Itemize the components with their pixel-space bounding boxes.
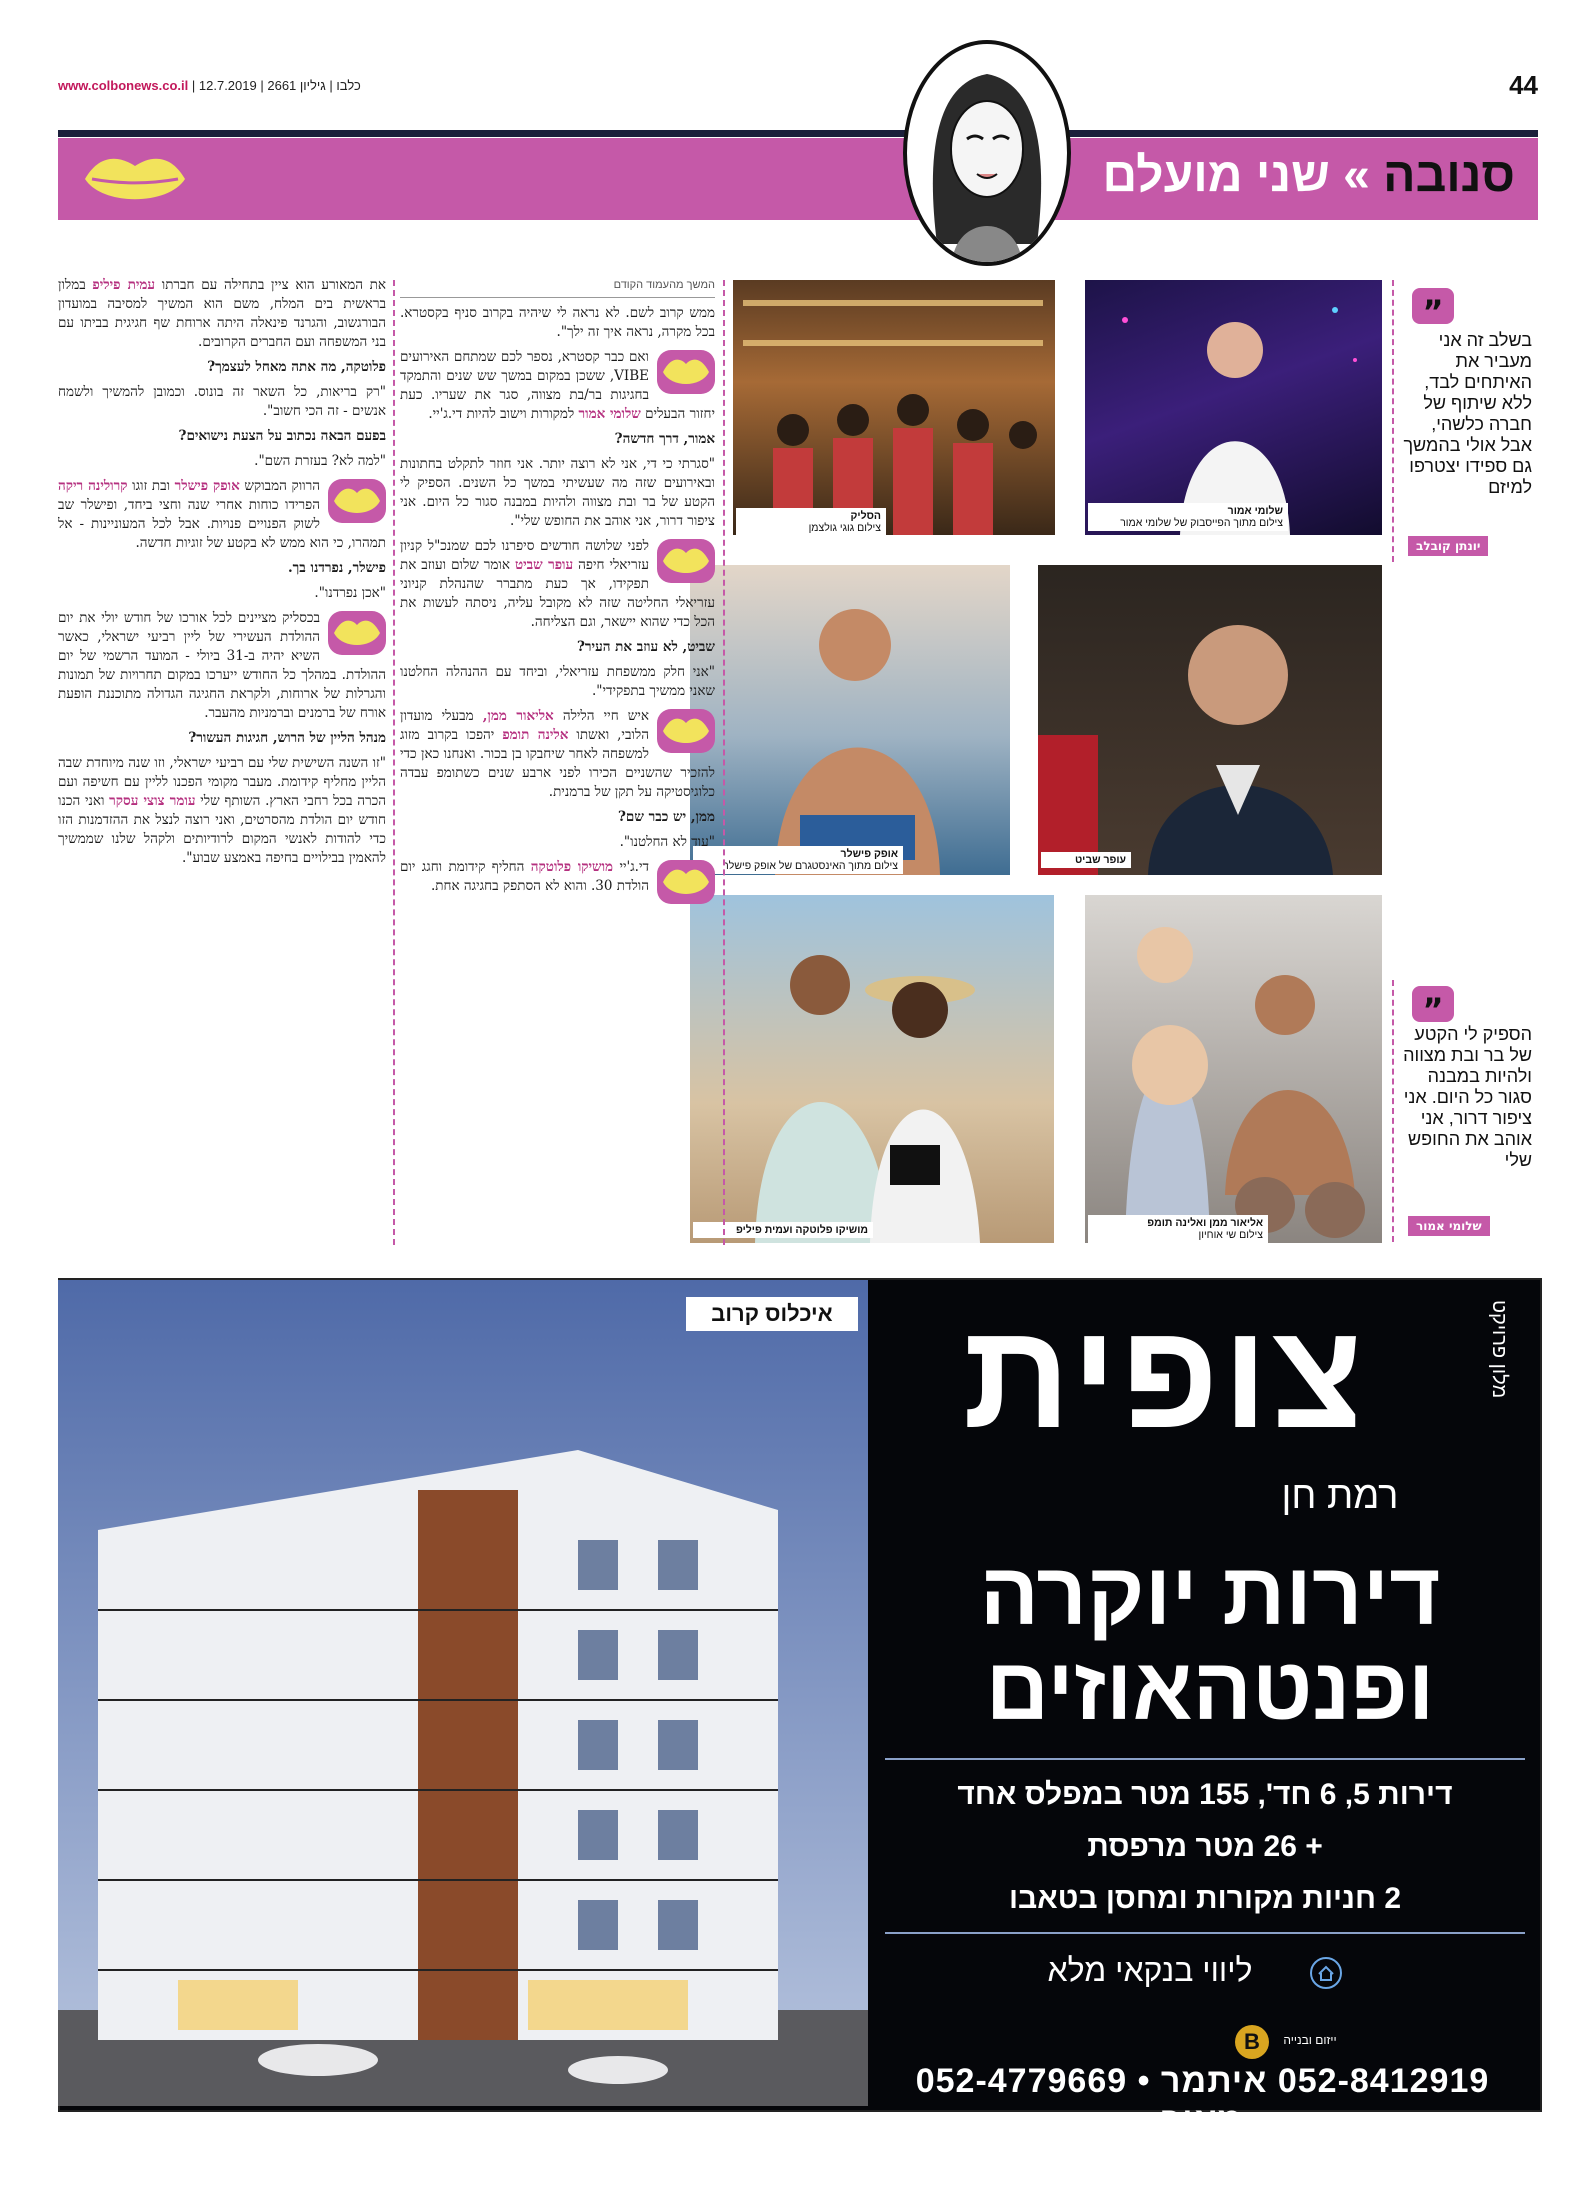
coming-soon-text: איכלוס קרוב <box>711 1301 833 1326</box>
couple-silhouette-icon <box>690 895 1054 1243</box>
person-name: עופר שביט <box>514 557 574 573</box>
paragraph: ובת זוגו <box>132 478 171 494</box>
person-silhouette-icon <box>1085 280 1382 535</box>
author-sketch-icon <box>907 44 1067 262</box>
person-silhouette-icon <box>1038 565 1382 875</box>
paragraph: את המאורע הוא ציין בתחילה עם חברתו <box>161 277 386 293</box>
quote-mark-icon: ” <box>1412 288 1454 324</box>
column-title <box>1103 148 1515 203</box>
ad-headline-2: ופנטהאוזים <box>985 1639 1435 1738</box>
paragraph: "רק בריאות, כל השאר זה בונוס. וכמובן להמשיך ולשמח אנשים - זה הכי חשוב". <box>58 384 386 419</box>
issue-number: גיליון 2661 <box>267 78 326 93</box>
ad-location: רמת חן <box>1281 1475 1399 1517</box>
photo-haslik-bar <box>733 280 1055 535</box>
caption-name: שלומי אמור <box>1227 505 1283 517</box>
lips-bullet-icon <box>328 611 386 655</box>
photo-moshiko-amit <box>690 895 1054 1243</box>
ad-feature-3: 2 חניות מקורות ומחסן בטאבו <box>1008 1882 1402 1915</box>
ad-feature-1: דירות 5, 6 חד', 155 מטר במפלס אחד <box>957 1778 1453 1811</box>
photo-caption <box>1041 852 1131 868</box>
person-name: קרולינה ריקה <box>58 478 128 494</box>
issue-date: 12.7.2019 <box>198 78 257 93</box>
paragraph: "זו השנה השישית שלי עם רביעי ישראלי, וזו שנה מיוחדת שבה הליין מחליף קידומת. מעבר מקומי הפכנו לליין עם חשיפה ועם הכרה בכל רחבי הארץ. השותף שלי <box>58 755 386 809</box>
caption-name: אליאור ממן ואלינה תומפ <box>1147 1217 1263 1229</box>
lips-bullet-icon <box>328 479 386 523</box>
pull-quote-text: בשלב זה אני מעביר את האיתחים לבד, ללא שיתוף של חברה כלשהי, אבל אולי בהמשך גם ספידו יצטרפו למיזם <box>1403 330 1532 497</box>
paragraph: בכסליק מציינים לכל אורכו של חודש יולי את יום ההולדת העשירי של ליין רביעי ישראלי, כאשר השיא יהיה ב-31 ביולי - המועד הרשמי של יום ההולדת. במהלך כל החודש ייערכו במקום תחרויות של תמונות והגרלות של ארוחות, ולקראת החגיגה הגדולה מתוכננת הופעת אורח של ברמנים וברמניות מהעבר. <box>58 610 386 721</box>
person-name: אלינה תומפ <box>502 727 569 743</box>
person-name: שלומי אמור <box>578 406 641 422</box>
paragraph: איש חיי הלילה <box>562 708 650 724</box>
lips-bullet-icon <box>657 350 715 394</box>
author-portrait <box>903 40 1071 266</box>
ad-headline-1: דירות יוקרה <box>979 1544 1441 1643</box>
pull-quote-bottom <box>1392 980 1540 1242</box>
photo-caption <box>1088 1215 1268 1243</box>
page-number: 44 <box>1509 70 1538 100</box>
caption-name: הסליק <box>850 510 881 522</box>
paragraph: למקורות וישוב להיות די.ג'יי. <box>428 406 575 422</box>
caption-credit: צילום מתוך הפייסבוק של שלומי אמור <box>1120 517 1283 529</box>
ad-divider <box>885 1758 1525 1760</box>
caption-name: עופר שביט <box>1074 854 1126 866</box>
person-name: עמית פיליפ <box>92 277 156 293</box>
interview-question: ממן, יש כבר שם? <box>618 809 715 825</box>
paragraph: "אני חלק ממשפחת עזריאלי, וביחד עם ההנהלה החלטנו שאני ממשיך בתפקידי". <box>400 664 715 699</box>
person-name: מושיקו פלוטקה <box>530 859 614 875</box>
developer-label: ייזום ובנייה <box>1283 2033 1337 2047</box>
chevron-icon: » <box>1343 149 1370 202</box>
person-name: עומר צוצי עסקר <box>109 793 196 809</box>
paragraph: "סגרתי כי די, אני לא רוצה יותר. אני חוזר לתקלט בחתונות ובאירועים שזה מה שעשיתי במשך כל השנים. הספיק לי הקטע של בר ובת מצווה ולהיות במבנה סגור כל היום. אני ציפור דרור, אני אוהב את החופש שלי". <box>400 456 715 529</box>
paragraph: "עוד לא החלטנו". <box>619 834 715 850</box>
photo-caption <box>736 508 886 536</box>
lips-bullet-icon <box>657 539 715 583</box>
header-divider <box>58 130 1538 137</box>
photo-caption <box>1088 503 1288 531</box>
paragraph: ואני הכנו חודש יום הולדת מהסרטים, ואני רוצה לנצל את ההזדמנות הזו כדי להודות לאנשי המקום לרודיותים ולקהל שלנו שממשיך להאמין בבילויים בחיפה באמצע שבוע". <box>58 793 386 866</box>
ad-brand-sub: מלון פרויקט <box>1488 1300 1510 1399</box>
interview-question: פישלר, נפרדנו בך. <box>287 560 386 576</box>
caption-credit: צילום מתוך האינסטגרם של אופק פישלר <box>723 860 898 872</box>
ad-building-render <box>58 1280 868 2106</box>
ad-feature-2: + 26 מטר מרפסת <box>1087 1830 1323 1863</box>
column-author: שני מועלם <box>1102 149 1330 202</box>
column-divider <box>723 280 725 1245</box>
quote-mark-icon: ” <box>1412 986 1454 1022</box>
interview-question: אמור, דרך חדשה? <box>614 431 715 447</box>
interview-question: בפעם הבאה נכתוב על הצעת נישואים? <box>178 428 386 444</box>
ad-brand: צופית <box>962 1291 1368 1459</box>
interview-question: מנהל הליין של הרוש, חגיגות העשור? <box>188 730 386 746</box>
paragraph: אומר שלום ועוזב את תפקידו, אך כעת מתברר שהנהלת קניוני עזריאלי החליטה שזה לא מקובל עליה, ניסתה לעשות את הכל כדי שהוא יישאר, וגם הצליחה. <box>400 557 715 630</box>
building-render-icon <box>58 1280 868 2106</box>
caption-name: מושיקו פלוטקה ועמית פיליפ <box>736 1224 868 1236</box>
paragraph: די.ג'יי <box>619 859 650 875</box>
pull-quote-top <box>1392 280 1540 562</box>
caption-name: אופק פישלר <box>840 848 898 860</box>
paragraph: מבעלי מועדון הלובי, ואשתו <box>400 708 650 743</box>
pull-quote-text: הספיק לי הקטע של בר ובת מצווה ולהיות במבנה סגור כל היום. אני ציפור דרור, אני אוהב את החופש שלי <box>1403 1024 1532 1170</box>
caption-credit: צילום שי אוחיון <box>1198 1229 1263 1241</box>
caption-credit: צילום גוגי גולצמן <box>808 522 881 534</box>
lips-bullet-icon <box>657 860 715 904</box>
paragraph: "אכן נפרדנו". <box>314 585 386 601</box>
ad-divider <box>885 1932 1525 1934</box>
paragraph: הפרידו כוחות אחרי שנה וחצי ביחד, ופישלר שב לשוק הפנויים פנויות. אבל לכל המעוניינות - אל תמהרו, כי הוא ממש לא בקטע של זוגיות חדשה. <box>58 497 386 551</box>
crowd-icon <box>733 280 1055 535</box>
house-icon <box>1310 1957 1342 1989</box>
person-silhouette-icon <box>690 565 1010 875</box>
pull-quote-name: יונתן קובלב <box>1408 536 1488 556</box>
site-url[interactable]: www.colbonews.co.il <box>58 78 189 93</box>
person-name: אופק פישלר <box>174 478 240 494</box>
article-column-left <box>58 276 386 1244</box>
paragraph: ממש קרוב לשם. לא נראה לי שיהיה בקרוב סניף בקסטרא. בכל מקרה, נראה איך זה ילך". <box>400 305 715 340</box>
coming-soon-badge <box>686 1297 858 1331</box>
column-name: סנובה <box>1383 149 1515 202</box>
photo-shlomi-amor <box>1085 280 1382 535</box>
paragraph: "למה לא? בעזרת השם". <box>254 453 386 469</box>
paragraph: הרווק המבוקש <box>244 478 321 494</box>
paragraph: במלון בראשית בים המלח, משם הוא המשיך למסיבה במועדון הבורגשוב, והגרנד פינאלה היתה ארוחת שף חגיגית בביתו עם בני המשפחה ועם החברים הקרובים. <box>58 277 386 350</box>
publication-name: כלבו <box>336 78 361 93</box>
photo-elior-maman-alina <box>1085 895 1382 1243</box>
photo-caption <box>693 1222 873 1238</box>
pull-quote-name: שלומי אמור <box>1408 1216 1490 1236</box>
paragraph: יהפכו בקרוב מזוג למשפחה לאחר שיחבקו בן בכור. ואנחנו כאן כדי להזכיר שהשניים הכירו לפני ארבע שנים כשתומפ עבדה כלוגיסטיקה על תקן של ברמנית. <box>400 727 715 800</box>
person-name: אליאור ממן, <box>482 708 554 724</box>
developer-logo: B <box>1235 2025 1269 2059</box>
photo-ofer-shavit <box>1038 565 1382 875</box>
paragraph: ואם כבר קסטרא, נספר לכם שמתחם האירועים VIBE, ששכן במקום במשך שש שנים והתמקד בחגיגות בר/בת מצווה, סגר את שעריו. כעת יחזור הבעלים <box>400 349 715 422</box>
ad-phones[interactable]: 052-8412919 איתמר • 052-4779669 מאיר <box>915 2062 1490 2139</box>
paragraph: החליף קידומת וחגג יום הולדת 30. והוא לא הסתפק בחגיגה אחת. <box>400 859 649 894</box>
column-divider <box>393 280 395 1245</box>
article-column-middle <box>400 276 715 1244</box>
photo-ofek-fishler <box>690 565 1010 875</box>
couple-silhouette-icon <box>1085 895 1382 1243</box>
continued-note: המשך מהעמוד הקודם <box>400 276 715 298</box>
paragraph: לפני שלושה חודשים סיפרנו לכם שמנכ"ל קניון עזריאלי חיפה <box>400 538 649 573</box>
interview-question: פלוטקה, מה אתה מאחל לעצמך? <box>207 359 386 375</box>
ad-bank-note: ליווי בנקאי מלא <box>1047 1952 1253 1988</box>
interview-question: שביט, לא עוזב את העיר? <box>577 639 715 655</box>
lips-icon <box>80 148 190 210</box>
lips-bullet-icon <box>657 709 715 753</box>
page-meta-line: www.colbonews.co.il | כלבו | גיליון 2661 | 12.7.2019 <box>58 78 361 93</box>
